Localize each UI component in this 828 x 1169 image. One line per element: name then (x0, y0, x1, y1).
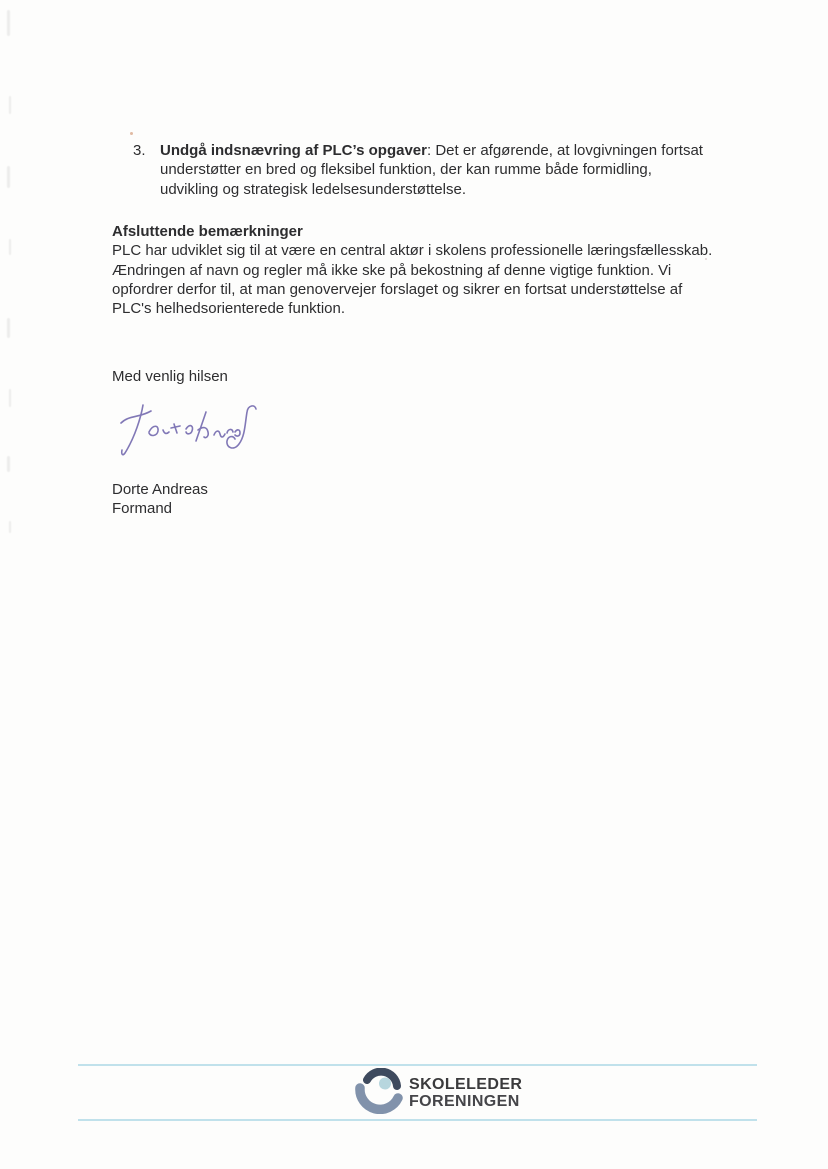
list-item-text (160, 141, 703, 199)
closing-line1: PLC har udviklet sig til at være en central aktør i skolens professionelle læringsfællesskab. (112, 242, 713, 260)
closing-line2: Ændringen af navn og regler må ikke ske på bekostning af denne vigtige funktion. Vi (112, 261, 672, 279)
list-item-line3: udvikling og strategisk ledelsesunderstøttelse. (160, 180, 466, 198)
logo-line2: FORENINGEN (409, 1093, 520, 1110)
closing-heading: Afsluttende bemærkninger (112, 223, 303, 240)
logo-line1: SKOLELEDER (409, 1076, 523, 1093)
footer-rule-top (78, 1064, 757, 1066)
signer-name: Dorte Andreas (112, 481, 208, 498)
signer-title: Formand (112, 500, 173, 518)
closing-line3: opfordrer derfor til, at man genovervejer forslaget og sikrer en fortsat understøttelse af (112, 280, 683, 298)
salutation: Med venlig hilsen (112, 368, 228, 385)
list-item-line1-rest: : Det er afgørende, at lovgivningen fortsat (426, 142, 703, 159)
list-item-line1 (160, 141, 703, 160)
closing-line4: PLC's helhedsorienterede funktion. (112, 300, 346, 318)
list-item-line2: understøtter en bred og fleksibel funktion, der kan rumme både formidling, (160, 161, 652, 179)
handwritten-signature (113, 399, 273, 467)
signer-block (112, 480, 208, 519)
skolelederforeningen-logo-icon (355, 1068, 403, 1114)
footer-rule-bottom (78, 1119, 757, 1121)
list-item-number: 3. (133, 142, 146, 159)
closing-section (112, 222, 712, 318)
footer-logo-text (409, 1077, 522, 1110)
list-item-lead-bold: Undgå indsnævring af PLC’s opgaver (160, 142, 427, 159)
